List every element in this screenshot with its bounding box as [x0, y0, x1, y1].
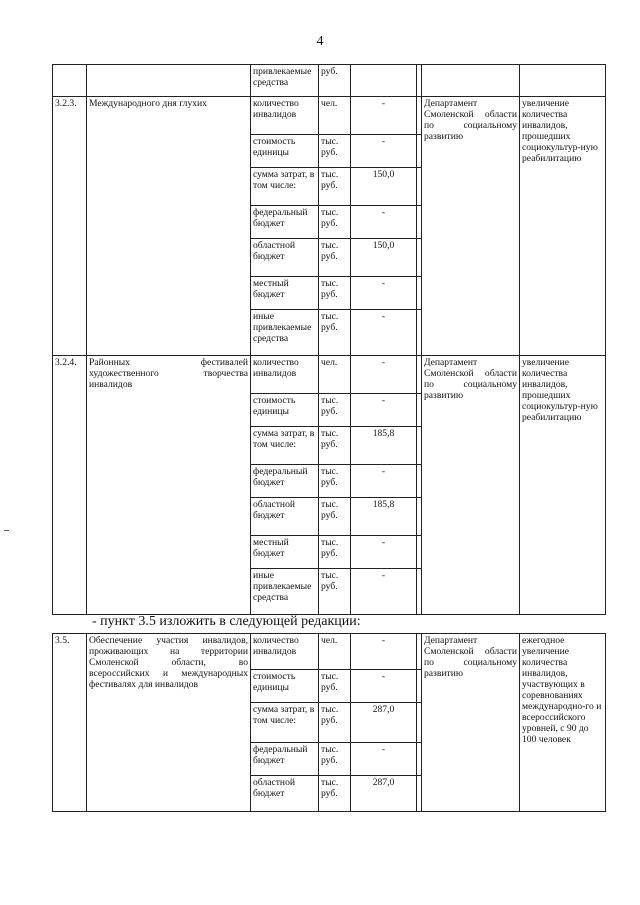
value-cell: -: [351, 394, 417, 427]
unit-cell: тыс. руб.: [319, 569, 351, 615]
empty-cell: [417, 569, 422, 615]
indicator-cell: количество инвалидов: [251, 356, 319, 394]
empty-cell: [417, 277, 422, 310]
value-cell: -: [351, 465, 417, 498]
empty-cell: [417, 135, 422, 168]
item-number: 3.5.: [53, 634, 87, 812]
page-number: 4: [316, 34, 324, 49]
indicator-cell: количество инвалидов: [251, 97, 319, 135]
unit-cell: тыс. руб.: [319, 703, 351, 743]
indicator-cell: стоимость единицы: [251, 135, 319, 168]
program-table-continued: [52, 64, 606, 615]
value-cell: -: [351, 743, 417, 776]
value-cell: -: [351, 356, 417, 394]
empty-cell: [417, 206, 422, 239]
value-cell: -: [351, 536, 417, 569]
unit-cell: тыс. руб.: [319, 277, 351, 310]
indicator-cell: областной бюджет: [251, 498, 319, 536]
indicator-cell: стоимость единицы: [251, 670, 319, 703]
unit-cell: чел.: [319, 356, 351, 394]
result-cell: ежегодное увеличение количества инвалидов, участвующих в соревнованиях международно-го и всероссийского уровней, с 90 до 100 человек: [520, 634, 606, 812]
department-cell: Департамент Смоленской области по социальному развитию: [422, 634, 520, 812]
margin-mark: [4, 530, 9, 531]
value-cell: -: [351, 634, 417, 670]
unit-cell: тыс. руб.: [319, 498, 351, 536]
result-cell: увеличение количества инвалидов, прошедших социокультур-ную реабилитацию: [520, 97, 606, 356]
item-number: 3.2.3.: [53, 97, 87, 356]
item-name: Обеспечение участия инвалидов, проживающих на территории Смоленской области, во всероссийских и международных фестивалях для инвалидов: [87, 634, 251, 812]
empty-cell: [417, 536, 422, 569]
department-cell: [422, 65, 520, 97]
empty-cell: [417, 670, 422, 703]
value-cell: 185,8: [351, 427, 417, 465]
value-cell: 287,0: [351, 776, 417, 812]
indicator-cell: федеральный бюджет: [251, 465, 319, 498]
empty-cell: [417, 776, 422, 812]
indicator-cell: иные привлекаемые средства: [251, 569, 319, 615]
value-cell: 185,8: [351, 498, 417, 536]
indicator-cell: местный бюджет: [251, 536, 319, 569]
value-cell: [351, 65, 417, 97]
unit-cell: тыс. руб.: [319, 394, 351, 427]
unit-cell: тыс. руб.: [319, 536, 351, 569]
unit-cell: тыс. руб.: [319, 239, 351, 277]
table-row: [53, 65, 606, 97]
value-cell: 287,0: [351, 703, 417, 743]
item-name: Международного дня глухих: [87, 97, 251, 356]
empty-cell: [417, 465, 422, 498]
unit-cell: тыс. руб.: [319, 206, 351, 239]
unit-cell: тыс. руб.: [319, 427, 351, 465]
indicator-cell: привлекаемые средства: [251, 65, 319, 97]
indicator-cell: областной бюджет: [251, 239, 319, 277]
indicator-cell: областной бюджет: [251, 776, 319, 812]
value-cell: -: [351, 97, 417, 135]
unit-cell: руб.: [319, 65, 351, 97]
unit-cell: тыс. руб.: [319, 310, 351, 356]
value-cell: -: [351, 670, 417, 703]
department-cell: Департамент Смоленской области по социальному развитию: [422, 97, 520, 356]
unit-cell: чел.: [319, 97, 351, 135]
table-row: [53, 634, 606, 670]
item-name: [87, 65, 251, 97]
unit-cell: тыс. руб.: [319, 168, 351, 206]
result-cell: увеличение количества инвалидов, прошедших социокультур-ную реабилитацию: [520, 356, 606, 615]
value-cell: -: [351, 206, 417, 239]
unit-cell: тыс. руб.: [319, 743, 351, 776]
value-cell: -: [351, 569, 417, 615]
indicator-cell: количество инвалидов: [251, 634, 319, 670]
item-number: [53, 65, 87, 97]
table-row: [53, 356, 606, 394]
indicator-cell: местный бюджет: [251, 277, 319, 310]
empty-cell: [417, 703, 422, 743]
empty-cell: [417, 239, 422, 277]
item-number: 3.2.4.: [53, 356, 87, 615]
department-cell: Департамент Смоленской области по социальному развитию: [422, 356, 520, 615]
program-table-item-3-5: [52, 633, 606, 812]
value-cell: -: [351, 310, 417, 356]
empty-cell: [417, 427, 422, 465]
amendment-note: - пункт 3.5 изложить в следующей редакции:: [92, 614, 361, 629]
empty-cell: [417, 168, 422, 206]
indicator-cell: федеральный бюджет: [251, 743, 319, 776]
empty-cell: [417, 394, 422, 427]
item-name: Районных фестивалей художественного творчества инвалидов: [87, 356, 251, 615]
result-cell: [520, 65, 606, 97]
unit-cell: тыс. руб.: [319, 670, 351, 703]
unit-cell: тыс. руб.: [319, 135, 351, 168]
empty-cell: [417, 743, 422, 776]
table-row: [53, 97, 606, 135]
unit-cell: тыс. руб.: [319, 776, 351, 812]
indicator-cell: сумма затрат, в том числе:: [251, 168, 319, 206]
empty-cell: [417, 498, 422, 536]
value-cell: -: [351, 277, 417, 310]
unit-cell: чел.: [319, 634, 351, 670]
empty-cell: [417, 310, 422, 356]
indicator-cell: стоимость единицы: [251, 394, 319, 427]
unit-cell: тыс. руб.: [319, 465, 351, 498]
indicator-cell: сумма затрат, в том числе:: [251, 427, 319, 465]
indicator-cell: иные привлекаемые средства: [251, 310, 319, 356]
value-cell: 150,0: [351, 168, 417, 206]
indicator-cell: федеральный бюджет: [251, 206, 319, 239]
value-cell: -: [351, 135, 417, 168]
indicator-cell: сумма затрат, в том числе:: [251, 703, 319, 743]
value-cell: 150,0: [351, 239, 417, 277]
